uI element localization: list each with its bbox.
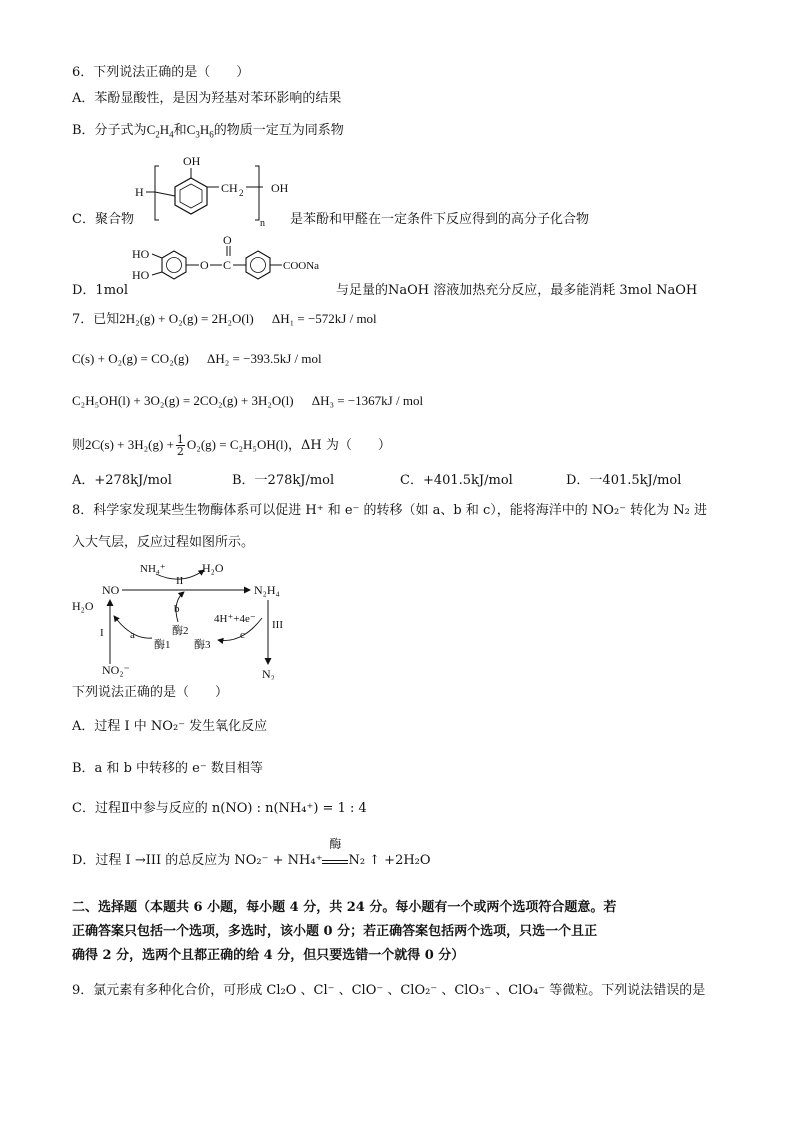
polymer-n: n [260, 218, 265, 228]
diagram-h2o-left: H₂O [72, 599, 94, 613]
q6-option-c-suffix: 是苯酚和甲醛在一定条件下反应得到的高分子化合物 [290, 212, 590, 227]
diagram-enzyme-3: 酶3 [194, 639, 211, 651]
ester-c: C [223, 258, 232, 272]
q7-line-3 [72, 392, 423, 411]
section-2-line-2: 正确答案只包括一个选项，多选时，该小题 0 分；若正确答案包括两个选项，只选一个且正 [72, 924, 598, 939]
ester-o-top: O [223, 233, 232, 247]
q8-option-d [72, 837, 431, 870]
diagram-iii: III [272, 619, 283, 631]
q7-dh-3: ΔH₃ = −1367kJ / mol [311, 393, 424, 408]
q6-b-formula-2: $C_3H_6$ [186, 122, 214, 140]
ester-ho-1: HO [132, 247, 150, 261]
polymer-oh-top: OH [183, 154, 201, 168]
q6-b-prefix: B．分子式为 [72, 123, 147, 138]
q6-option-b [72, 121, 344, 140]
q6-option-d-suffix: 与足量的NaOH 溶液加热充分反应，最多能消耗 3mol NaOH [336, 283, 698, 298]
q8-ask: 下列说法正确的是（ ） [72, 685, 229, 700]
ester-structure [130, 232, 340, 294]
diagram-nh4: NH₄⁺ [140, 563, 166, 575]
q6-option-a: A．苯酚显酸性，是因为羟基对苯环影响的结果 [72, 91, 342, 106]
q7-ask-prefix: 则 [72, 438, 86, 453]
q6-stem: 6．下列说法正确的是（ ） [72, 65, 250, 80]
q8-d-suffix: N₂ ↑ +2H₂O [348, 853, 431, 868]
q9-stem: 9．氯元素有多种化合价，可形成 Cl₂O 、Cl⁻ 、ClO⁻ 、ClO₂⁻ 、ClO₃⁻ 、ClO₄⁻ 等微粒。下列说法错误的是 [72, 983, 706, 998]
ester-o-link: O [200, 258, 209, 272]
diagram-no2: NO₂⁻ [102, 663, 130, 677]
q7-option-a: A．+278kJ/mol [72, 473, 172, 488]
q7-line-2 [72, 350, 322, 369]
section-2-line-3: 确得 2 分，选两个且都正确的给 4 分，但只要选错一个就得 0 分） [72, 948, 465, 963]
q7-eq-2: C(s) + O₂(g) = CO₂(g) [72, 351, 189, 366]
q7-fraction: $\frac{1}{2}$ [176, 433, 184, 458]
q7-ask-eq-b: O₂(g) = C₂H₅OH(l) [186, 437, 288, 452]
diagram-n2h4: N₂H₄ [254, 583, 280, 597]
diagram-enzyme-2: 酶2 [172, 625, 189, 637]
diagram-ii: II [176, 575, 184, 587]
diagram-no: NO [102, 583, 120, 597]
diagram-h2o-top: H₂O [202, 561, 224, 575]
diagram-a: a [130, 629, 135, 641]
q7-eq-3: C₂H₅OH(l) + 3O₂(g) = 2CO₂(g) + 3H₂O(l) [72, 393, 294, 408]
q7-dh-1: ΔH₁ = −572kJ / mol [271, 311, 377, 326]
q8-option-b: B．a 和 b 中转移的 e⁻ 数目相等 [72, 761, 263, 776]
q8-option-a: A．过程 I 中 NO₂⁻ 发生氧化反应 [72, 719, 268, 734]
q8-stem-1: 8．科学家发现某些生物酶体系可以促进 H⁺ 和 e⁻ 的转移（如 a、b 和 c），能将海洋中的 NO₂⁻ 转化为 N₂ 进 [72, 503, 708, 518]
q7-line-4 [72, 434, 391, 457]
q6-b-suffix: 的物质一定互为同系物 [213, 123, 344, 138]
diagram-4h-4e: 4H⁺+4e⁻ [214, 613, 256, 625]
polymer-h: H [135, 185, 144, 199]
polymer-ch2-sub: 2 [239, 188, 244, 198]
q7-option-c: C．+401.5kJ/mol [400, 473, 513, 488]
diagram-enzyme-1: 酶1 [154, 639, 171, 651]
q8-d-arrow [322, 837, 348, 864]
q7-line-1 [72, 310, 377, 329]
q6-b-formula-1: $C_2H_4$ [146, 122, 174, 140]
q7-stem-prefix: 7．已知 [72, 312, 120, 327]
q6-option-d-prefix: D．1mol [72, 283, 129, 298]
q8-d-prefix: D．过程 I →III 的总反应为 NO₂⁻ + NH₄⁺ [72, 853, 323, 868]
q7-ask-suffix: ，ΔH 为（ ） [288, 438, 391, 453]
q6-b-mid: 和 [173, 123, 187, 138]
reaction-diagram [72, 556, 302, 680]
q8-d-condition: 酶 [329, 837, 342, 851]
q7-ask-eq-a: 2C(s) + 3H₂(g) + [85, 437, 174, 452]
section-2-line-1: 二、选择题（本题共 6 小题，每小题 4 分，共 24 分。每小题有一个或两个选项符合题意。若 [72, 900, 617, 915]
polymer-oh-right: OH [271, 181, 289, 195]
q8-stem-2: 入大气层，反应过程如图所示。 [72, 535, 255, 550]
diagram-n2: N₂ [262, 667, 275, 680]
q7-option-d: D．一401.5kJ/mol [566, 473, 682, 488]
ester-coona: COONa [283, 260, 320, 272]
polymer-structure [133, 150, 303, 228]
polymer-ch2: CH [221, 181, 238, 195]
diagram-b: b [174, 603, 180, 615]
q7-eq-1: 2H₂(g) + O₂(g) = 2H₂O(l) [119, 311, 254, 326]
ester-ho-2: HO [132, 268, 150, 282]
q8-option-c: C．过程Ⅱ中参与反应的 n(NO) : n(NH₄⁺) = 1 : 4 [72, 801, 367, 816]
q7-option-b: B．一278kJ/mol [232, 473, 335, 488]
q6-option-c-prefix: C．聚合物 [72, 212, 134, 227]
diagram-i: I [100, 627, 104, 639]
diagram-c: c [240, 629, 245, 641]
q7-dh-2: ΔH₂ = −393.5kJ / mol [207, 351, 322, 366]
